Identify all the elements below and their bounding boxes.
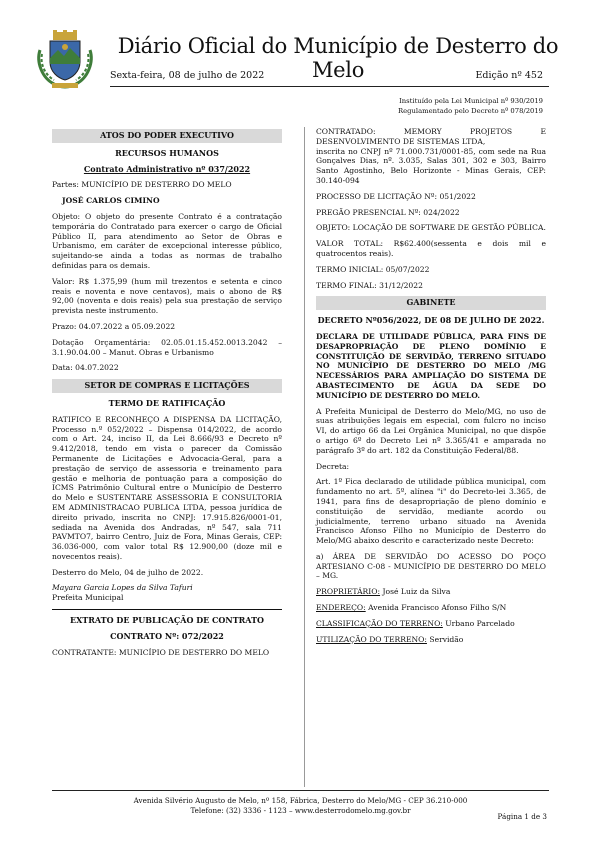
termo-final: TERMO FINAL: 31/12/2022 <box>316 280 423 290</box>
termo-text: RATIFICO E RECONHEÇO A DISPENSA DA LICITAÇÃO, Processo n.º 052/2022 – Dispensa 014/2022, de acordo com o Art. 24, inciso II, da Lei 8.666/93 e Decreto nº 9.412/2018, tendo em vista o parecer da Comissão Permanente de Licitações e Advocacia-Geral, para a prestação de serviço de assessoria e treinamento para gestão e melhoria de pontuação para a composição do ICMS Patrimônio Cultural entre o Município de Desterro do Melo e SUSTENTARE ASSESSORIA E CONSULTORIA EM ADMINISTRACAO PUBLICA LTDA, pessoa jurídica de direito privado, inscrita no CNPJ: 17.915.826/0001-01, sediada na Avenida dos Andradas, nº 547, sala 711 PAVMTO7, bairro Centro, Juiz de Fora, Minas Gerais, CEP: 36.036-000, com valor total R$ 12.900,00 (doze mil e novecentos reais). <box>52 414 282 561</box>
decreto-preambulo: A Prefeita Municipal de Desterro do Melo/MG, no uso de suas atribuições legais em especial, com fulcro no inciso VI, do artigo 66 da Lei Orgânica Municipal, no que dispõe o artigo 6º do Decreto Lei nº 3.365/41 e amparada no parágrafo 3º do art. 182 da Constituição Federal/88. <box>316 406 546 455</box>
valor-total <box>316 239 546 259</box>
left-column <box>52 127 282 663</box>
extrato-title: EXTRATO DE PUBLICAÇÃO DE CONTRATO <box>70 615 264 626</box>
contract-person: JOSÉ CARLOS CIMINO <box>62 196 160 206</box>
processo-licitacao: PROCESSO DE LICITAÇÃO Nº: 051/2022 <box>316 191 476 201</box>
municipal-crest-icon <box>32 28 98 92</box>
utilizacao <box>316 635 546 645</box>
termo-local-data: Desterro do Melo, 04 de julho de 2022. <box>52 567 204 577</box>
termo-title: TERMO DE RATIFICAÇÃO <box>108 397 226 408</box>
section-band-gabinete: GABINETE <box>316 296 546 310</box>
endereco-label: ENDEREÇO: <box>316 603 366 613</box>
proprietario-label: PROPRIETÁRIO: <box>316 587 381 597</box>
objeto-licitacao: OBJETO: LOCAÇÃO DE SOFTWARE DE GESTÃO PÚBLICA. <box>316 223 546 233</box>
endereco-value: Avenida Francisco Afonso Filho S/N <box>368 603 507 613</box>
footer <box>52 796 549 816</box>
contract-data: Data: 04.07.2022 <box>52 363 119 373</box>
institution-law: Instituído pela Lei Municipal nº 930/2019 <box>399 97 543 105</box>
institution-decree: Regulamentado pelo Decreto nº 078/2019 <box>398 107 543 115</box>
footer-divider <box>52 790 549 791</box>
footer-address: Avenida Silvério Augusto de Melo, nº 158, Fábrica, Desterro do Melo/MG - CEP 36.210-000 <box>133 796 468 805</box>
footer-contact: Telefone: (32) 3336 - 1123 – www.desterrodomelo.mg.gov.br <box>190 806 411 815</box>
institution-note <box>398 96 543 116</box>
utilizacao-label: UTILIZAÇÃO DO TERRENO: <box>316 634 427 644</box>
endereco <box>316 603 546 613</box>
contract-dotacao: Dotação Orçamentária: 02.05.01.15.452.0013.2042 – 3.1.90.04.00 – Manut. Obras e Urbanismo <box>52 337 282 357</box>
decreto-art1: Art. 1º Fica declarado de utilidade pública municipal, com fundamento no art. 5º, alínea "i" do Decreto-lei 3.365, de 1941, para fins de desapropriação de pleno domínio e constituição de servidão, mediante acordo ou judicialmente, terreno urbano situado na Avenida Francisco Afonso Filho no Município de Desterro do Melo/MG abaixo descrito e caracterizado neste Decreto: <box>316 477 546 546</box>
section-band-executivo: ATOS DO PODER EXECUTIVO <box>52 129 282 143</box>
contract-partes: Partes: MUNICÍPIO DE DESTERRO DO MELO <box>52 180 232 190</box>
termo-inicial: TERMO INICIAL: 05/07/2022 <box>316 264 430 274</box>
valor-total-label: VALOR TOTAL: <box>316 239 384 249</box>
section-band-compras: SETOR DE COMPRAS E LICITAÇÕES <box>52 379 282 393</box>
decreto-ementa: DECLARA DE UTILIDADE PÚBLICA, PARA FINS DE DESAPROPRIAÇÃO DE PLENO DOMÍNIO E CONSTITUIÇÃO DE SERVIDÃO, TERRENO SITUADO NO MUNICÍPIO DE DESTERRO DO MELO /MG NECESSÁRIOS PARA AMPLIAÇÃO DO SISTEMA DE ABASTECIMENTO DE ÁGUA DA SEDE DO MUNICÍPIO DE DESTERRO DO MELO. <box>316 331 546 400</box>
valor-total-text: R$62.400(sessenta e dois mil e quatrocentos reais). <box>316 239 546 258</box>
header-divider <box>110 86 549 87</box>
column-divider <box>304 127 305 787</box>
contratado-details: inscrita no CNPJ nº 71.000.731/0001-85, com sede na Rua Gonçalves Dias, nº. 3.035, Salas 301, 302 e 303, Bairro Santo Agostinho, Belo Horizonte - Minas Gerais, CEP: 30.140-094 <box>316 146 546 185</box>
contract-prazo: Prazo: 04.07.2022 a 05.09.2022 <box>52 321 176 331</box>
pregao-presencial: PREGÃO PRESENCIAL Nº: 024/2022 <box>316 207 460 217</box>
proprietario-value: José Luiz da Silva <box>382 587 451 597</box>
utilizacao-value: Servidão <box>429 634 464 644</box>
contract-title: Contrato Administrativo nº 037/2022 <box>83 163 251 174</box>
classificacao-label: CLASSIFICAÇÃO DO TERRENO: <box>316 618 443 628</box>
contrato-number: CONTRATO Nº: 072/2022 <box>110 630 224 641</box>
contratado: CONTRATADO: MEMORY PROJETOS E DESENVOLVIMENTO DE SISTEMAS LTDA, <box>316 127 546 146</box>
newspaper-title: Diário Oficial do Município de Desterro do Melo <box>117 34 559 82</box>
signature-role: Prefeita Municipal <box>52 593 124 603</box>
right-column <box>316 127 546 650</box>
contract-objeto: Objeto: O objeto do presente Contrato é a contratação temporária do Contratado para exercer o cargo de Oficial Público II, para atendimento ao Setor de Obras e Urbanismo, em caráter de excepcional interesse público, sujeitando-se ainda a todas as normas de trabalho definidas para os demais. <box>52 211 282 270</box>
decreto-title: DECRETO Nº056/2022, DE 08 DE JULHO DE 2022. <box>317 315 545 326</box>
publication-date: Sexta-feira, 08 de julho de 2022 <box>110 70 265 81</box>
area-servidao: a) ÁREA DE SERVIDÃO DO ACESSO DO POÇO ARTESIANO C-08 - MUNICÍPIO DE DESTERRO DO MELO – MG. <box>316 551 546 581</box>
signature-name: Mayara Garcia Lopes da Silva Tafuri <box>52 583 193 593</box>
contract-valor: Valor: R$ 1.375,99 (hum mil trezentos e setenta e cinco reais e noventa e nove centavos), mais o abono de R$ 92,00 (noventa e dois reais) pela sua prestação de serviço prevista neste instrumento. <box>52 276 282 316</box>
section-rule <box>52 609 282 610</box>
proprietario <box>316 587 546 597</box>
decreta-label: Decreta: <box>316 461 350 471</box>
classificacao-value: Urbano Parcelado <box>445 618 515 628</box>
classificacao <box>316 619 546 629</box>
contratante: CONTRATANTE: MUNICÍPIO DE DESTERRO DO MELO <box>52 647 270 657</box>
edition-number: Edição nº 452 <box>475 70 543 81</box>
page-number: Página 1 de 3 <box>497 812 547 821</box>
subsection-recursos-humanos: RECURSOS HUMANOS <box>115 147 219 158</box>
